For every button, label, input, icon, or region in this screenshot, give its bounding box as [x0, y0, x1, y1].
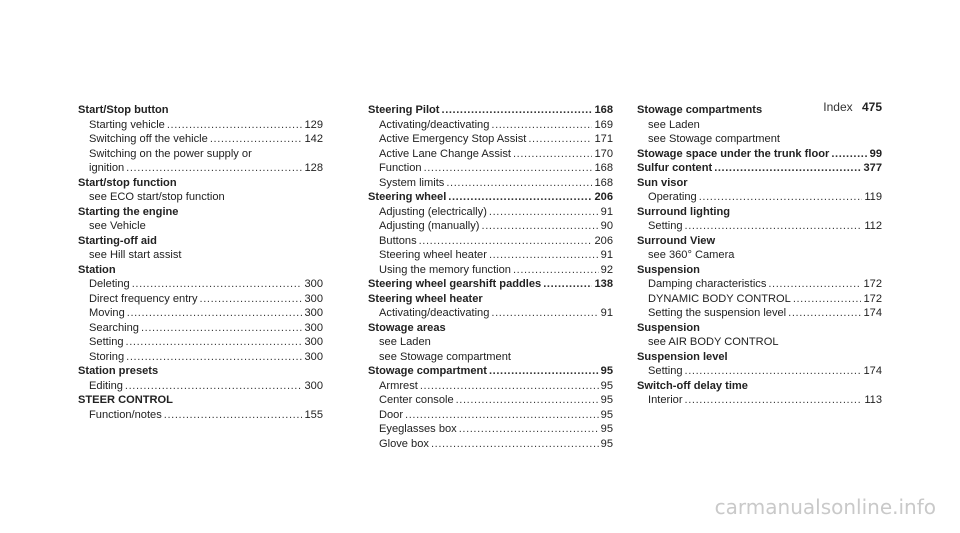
index-subentry [78, 306, 323, 321]
dot-leader [126, 161, 302, 176]
entry-text: Stowage compartment [368, 365, 487, 377]
index-heading [637, 263, 882, 278]
index-heading [637, 176, 882, 191]
page-reference: 95 [600, 379, 613, 392]
dot-leader [424, 161, 593, 176]
index-subentry [368, 379, 613, 394]
dot-leader [489, 205, 599, 220]
page-reference: 172 [863, 278, 882, 290]
page-reference: 95 [600, 408, 613, 421]
page-reference: 170 [594, 147, 613, 160]
dot-leader [446, 176, 592, 191]
dot-leader [126, 335, 303, 350]
index-subentry [637, 277, 882, 292]
index-heading [368, 321, 613, 336]
page-reference: 155 [304, 408, 323, 421]
entry-text: see Laden [648, 118, 700, 131]
page-reference: 206 [594, 191, 613, 203]
entry-text: Direct frequency entry [89, 292, 198, 305]
index-subentry [637, 306, 882, 321]
page-reference: 168 [594, 176, 613, 189]
page-reference: 174 [863, 365, 882, 377]
index-heading [78, 393, 323, 408]
entry-text: Function/notes [89, 408, 162, 421]
dot-leader [831, 147, 867, 162]
entry-text: Editing [89, 379, 123, 392]
page-reference: 142 [304, 133, 323, 145]
entry-text: Steering wheel heater [368, 292, 483, 305]
dot-leader [714, 161, 861, 176]
dot-leader [482, 219, 599, 234]
dot-leader [419, 234, 593, 249]
entry-text: Activating/deactivating [379, 118, 490, 131]
page-reference: 300 [304, 307, 323, 319]
entry-text: Station presets [78, 365, 159, 377]
entry-text: Glove box [379, 437, 429, 450]
entry-text: Adjusting (electrically) [379, 205, 487, 218]
index-subentry [78, 118, 323, 133]
page-reference: 300 [304, 292, 323, 305]
page-reference: 92 [600, 263, 613, 276]
dot-leader [685, 219, 863, 234]
index-subentry [368, 219, 613, 234]
index-subentry [637, 364, 882, 379]
page-reference: 300 [304, 350, 323, 363]
index-subentry [368, 161, 613, 176]
page-reference: 168 [594, 162, 613, 174]
dot-leader [405, 408, 599, 423]
index-subentry [368, 350, 613, 365]
dot-leader [699, 190, 863, 205]
index-subentry [637, 219, 882, 234]
entry-text: see 360° Camera [648, 249, 735, 261]
page-reference: 91 [600, 307, 613, 319]
entry-text: Starting-off aid [78, 234, 157, 247]
entry-text: Activating/deactivating [379, 307, 490, 319]
page-reference: 91 [600, 205, 613, 218]
entry-text: Using the memory function [379, 263, 511, 276]
entry-text: Eyeglasses box [379, 423, 457, 435]
index-heading [368, 292, 613, 307]
entry-text: Stowage compartments [637, 104, 763, 116]
index-subentry [78, 248, 323, 263]
dot-leader [420, 379, 599, 394]
entry-text: Setting the suspension level [648, 307, 787, 319]
index-subentry [368, 408, 613, 423]
page-reference: 128 [304, 162, 323, 174]
entry-text: see Hill start assist [89, 249, 182, 261]
entry-text: Sulfur content [637, 162, 713, 174]
index-subentry [637, 248, 882, 263]
entry-text: Interior [648, 394, 683, 406]
index-subentry [368, 248, 613, 263]
index-subentry [368, 147, 613, 162]
entry-text: see AIR BODY CONTROL [648, 336, 779, 348]
entry-text: Buttons [379, 234, 417, 247]
page-reference: 300 [304, 336, 323, 348]
entry-text: Deleting [89, 278, 130, 290]
entry-text: Steering wheel [368, 191, 447, 203]
index-heading [637, 147, 882, 162]
dot-leader [685, 364, 862, 379]
page-number: 475 [861, 100, 882, 114]
index-subentry [78, 408, 323, 423]
page-reference: 119 [864, 191, 882, 203]
entry-text: STEER CONTROL [78, 394, 173, 406]
index-heading [637, 234, 882, 249]
dot-leader [489, 248, 599, 263]
entry-text: see ECO start/stop function [89, 191, 225, 203]
entry-text: Suspension [637, 263, 700, 276]
dot-leader [459, 422, 599, 437]
entry-text: Sun visor [637, 176, 688, 189]
dot-leader [491, 306, 598, 321]
dot-leader [125, 379, 303, 394]
page-reference: 172 [863, 292, 882, 305]
entry-text: ignition [89, 162, 125, 174]
dot-leader [768, 277, 861, 292]
entry-text: Operating [648, 191, 697, 203]
page-reference: 95 [600, 365, 613, 377]
index-heading [637, 161, 882, 176]
index-subentry [78, 277, 323, 292]
page-reference: 300 [304, 379, 323, 392]
entry-text: Surround lighting [637, 205, 731, 218]
dot-leader [788, 306, 861, 321]
page-reference: 99 [869, 147, 882, 160]
index-heading [78, 234, 323, 249]
entry-text: Center console [379, 394, 454, 406]
index-column-2 [368, 103, 613, 451]
entry-text: Door [379, 408, 404, 421]
index-heading [78, 364, 323, 379]
index-subentry [637, 118, 882, 133]
index-subentry [368, 335, 613, 350]
entry-text: Active Lane Change Assist [379, 147, 511, 160]
page-reference: 171 [594, 133, 613, 145]
page-reference: 112 [864, 220, 882, 232]
index-subentry [637, 292, 882, 307]
dot-leader [491, 118, 592, 133]
entry-text: Armrest [379, 379, 418, 392]
dot-leader [513, 263, 599, 278]
entry-text: Start/stop function [78, 176, 177, 189]
entry-text: see Stowage compartment [379, 350, 511, 363]
dot-leader [528, 132, 592, 147]
page-reference: 206 [594, 234, 613, 247]
section-label: Index [823, 100, 853, 114]
index-subentry [368, 422, 613, 437]
index-subentry [78, 292, 323, 307]
dot-leader [685, 393, 863, 408]
entry-text: Switch-off delay time [637, 379, 748, 392]
index-subentry [368, 118, 613, 133]
page-reference: 91 [600, 249, 613, 261]
index-subentry [637, 335, 882, 350]
index-subentry [78, 132, 323, 147]
index-subentry [368, 205, 613, 220]
entry-text: Damping characteristics [648, 278, 767, 290]
index-heading [78, 176, 323, 191]
index-subentry [78, 147, 323, 162]
entry-text: Stowage space under the trunk floor [637, 147, 830, 160]
page-reference: 95 [600, 437, 613, 450]
dot-leader [127, 306, 303, 321]
page-reference: 377 [863, 162, 882, 174]
page-reference: 95 [600, 394, 613, 406]
index-subentry [78, 161, 323, 176]
entry-text: Function [379, 162, 422, 174]
entry-text: see Stowage compartment [648, 133, 780, 145]
index-subentry [78, 219, 323, 234]
dot-leader [513, 147, 593, 162]
dot-leader [442, 103, 593, 118]
dot-leader [167, 118, 303, 133]
index-subentry [368, 263, 613, 278]
entry-text: Stowage areas [368, 321, 446, 334]
entry-text: Starting the engine [78, 205, 179, 218]
index-subentry [368, 437, 613, 452]
index-column-1 [78, 103, 323, 422]
dot-leader [456, 393, 599, 408]
dot-leader [793, 292, 862, 307]
entry-text: Steering wheel heater [379, 249, 487, 261]
dot-leader [132, 277, 303, 292]
entry-text: Setting [648, 220, 683, 232]
index-heading [368, 364, 613, 379]
page-reference: 300 [304, 278, 323, 290]
page-reference: 138 [594, 278, 613, 290]
index-heading [368, 277, 613, 292]
index-subentry [368, 234, 613, 249]
page-reference: 169 [594, 118, 613, 131]
entry-text: Switching off the vehicle [89, 133, 208, 145]
dot-leader [164, 408, 303, 423]
entry-text: Moving [89, 307, 125, 319]
index-heading [637, 103, 882, 118]
dot-leader [489, 364, 599, 379]
index-heading [78, 103, 323, 118]
index-heading [637, 379, 882, 394]
index-column-3 [637, 103, 882, 408]
index-subentry [78, 190, 323, 205]
entry-text: System limits [379, 176, 445, 189]
index-subentry [368, 176, 613, 191]
page-reference: 300 [304, 321, 323, 334]
entry-text: Suspension [637, 321, 700, 334]
dot-leader [543, 277, 592, 292]
entry-text: Suspension level [637, 350, 728, 363]
entry-text: Switching on the power supply or [89, 147, 252, 160]
dot-leader [210, 132, 303, 147]
dot-leader [141, 321, 303, 336]
dot-leader [200, 292, 303, 307]
entry-text: Station [78, 263, 116, 276]
entry-text: Adjusting (manually) [379, 220, 480, 232]
entry-text: Storing [89, 350, 125, 363]
index-subentry [368, 306, 613, 321]
entry-text: Setting [648, 365, 683, 377]
index-heading [637, 321, 882, 336]
index-heading [368, 103, 613, 118]
entry-text: see Laden [379, 336, 431, 348]
entry-text: Starting vehicle [89, 118, 165, 131]
entry-text: Steering Pilot [368, 104, 440, 116]
index-heading [637, 350, 882, 365]
index-subentry [78, 379, 323, 394]
dot-leader [126, 350, 302, 365]
dot-leader [431, 437, 599, 452]
entry-text: DYNAMIC BODY CONTROL [648, 292, 791, 305]
index-subentry [637, 393, 882, 408]
index-heading [368, 190, 613, 205]
entry-text: Setting [89, 336, 124, 348]
entry-text: Steering wheel gearshift paddles [368, 278, 542, 290]
index-heading [78, 263, 323, 278]
entry-text: Surround View [637, 234, 716, 247]
index-subentry [368, 132, 613, 147]
entry-text: see Vehicle [89, 220, 146, 232]
page-reference: 95 [600, 423, 613, 435]
index-subentry [637, 190, 882, 205]
watermark: carmanualsonline.info [714, 495, 936, 519]
index-subentry [368, 393, 613, 408]
page-reference: 113 [864, 394, 882, 406]
entry-text: Active Emergency Stop Assist [379, 133, 527, 145]
index-subentry [78, 350, 323, 365]
page-reference: 174 [863, 307, 882, 319]
page-reference: 90 [600, 220, 613, 232]
entry-text: Start/Stop button [78, 104, 169, 116]
page-reference: 129 [304, 118, 323, 131]
index-heading [78, 205, 323, 220]
index-subentry [78, 335, 323, 350]
entry-text: Searching [89, 321, 139, 334]
page-reference: 168 [594, 104, 613, 116]
index-subentry [637, 132, 882, 147]
index-heading [637, 205, 882, 220]
dot-leader [448, 190, 592, 205]
index-subentry [78, 321, 323, 336]
